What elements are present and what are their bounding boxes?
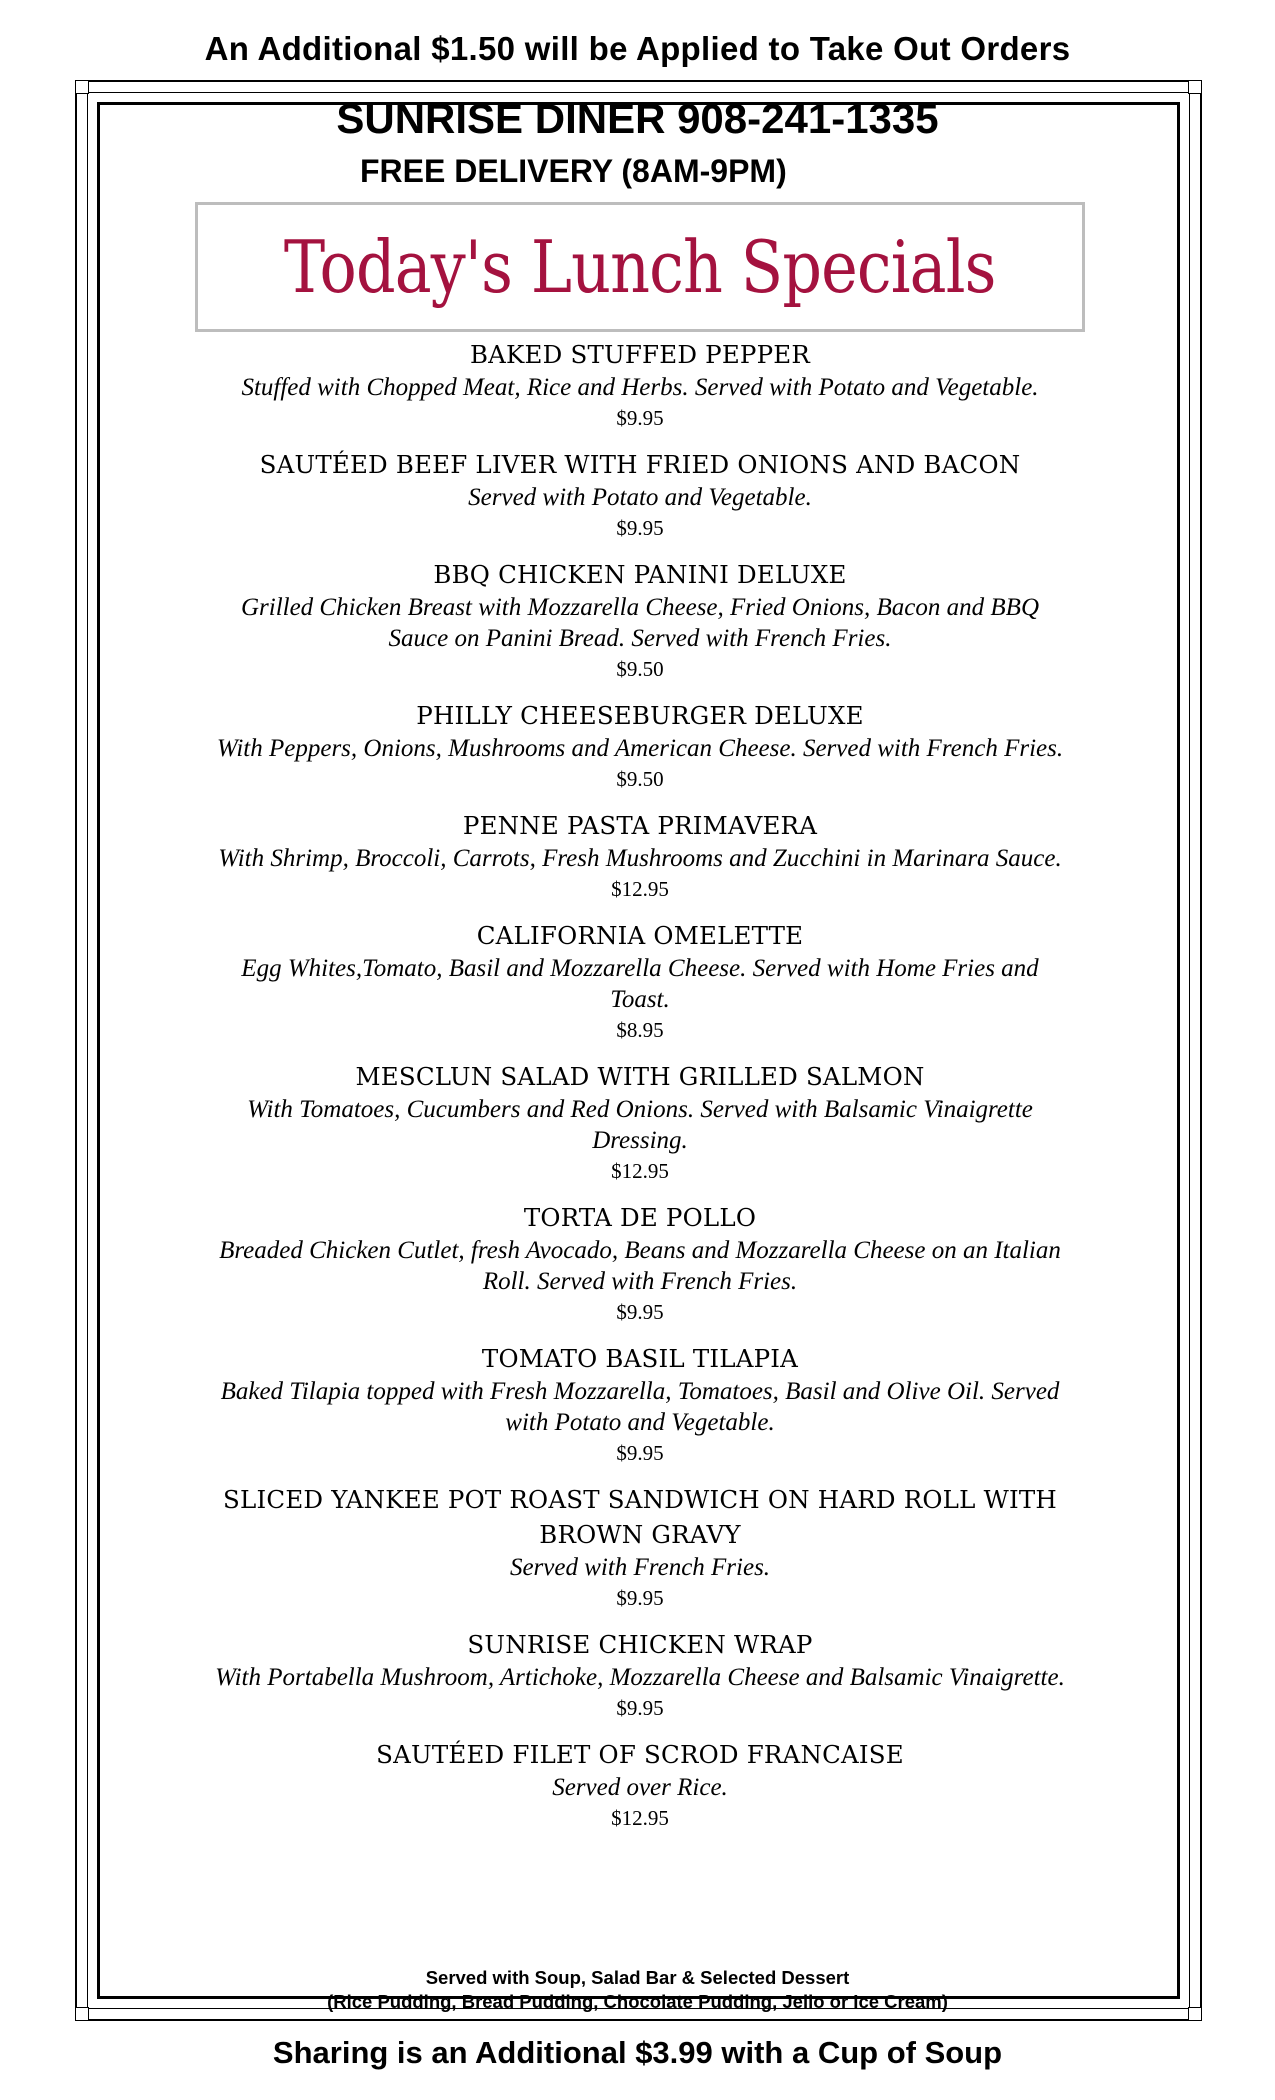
menu-item xyxy=(200,1200,1080,1328)
menu-item-description: Breaded Chicken Cutlet, fresh Avocado, Beans and Mozzarella Cheese on an Italian Roll. Served with French Fries. xyxy=(219,1237,1061,1295)
takeout-notice: An Additional $1.50 will be Applied to Take Out Orders xyxy=(204,30,1071,67)
menu-item-price: $9.50 xyxy=(616,767,664,791)
menu-item-name: CALIFORNIA OMELETTE xyxy=(476,921,804,950)
menu-item-description: Egg Whites,Tomato, Basil and Mozzarella Cheese. Served with Home Fries and Toast. xyxy=(241,955,1039,1013)
diner-name-phone: SUNRISE DINER 908-241-1335 xyxy=(336,95,939,142)
menu-item-price: $8.95 xyxy=(616,1018,664,1042)
menu-item-description: Baked Tilapia topped with Fresh Mozzarella, Tomatoes, Basil and Olive Oil. Served with Potato and Vegetable. xyxy=(220,1378,1060,1436)
frame-corner-notch xyxy=(1188,80,1202,94)
menu-item-description: Served with French Fries. xyxy=(509,1554,771,1581)
menu-item-price: $9.95 xyxy=(616,1300,664,1324)
dessert-options-line: (Rice Pudding, Bread Pudding, Chocolate Pudding, Jello or Ice Cream) xyxy=(327,1991,948,2012)
menu-item-description: With Tomatoes, Cucumbers and Red Onions. Served with Balsamic Vinaigrette Dressing. xyxy=(247,1096,1033,1154)
menu-item-name: BAKED STUFFED PEPPER xyxy=(469,340,811,369)
specials-title-box xyxy=(195,202,1085,332)
menu-item-name: SLICED YANKEE POT ROAST SANDWICH ON HARD ROLL WITH BROWN GRAVY xyxy=(223,1485,1057,1549)
menu-item-description: With Peppers, Onions, Mushrooms and American Cheese. Served with French Fries. xyxy=(216,735,1064,762)
menu-item-price: $9.95 xyxy=(616,1441,664,1465)
menu-item-description: With Shrimp, Broccoli, Carrots, Fresh Mushrooms and Zucchini in Marinara Sauce. xyxy=(218,845,1062,872)
menu-item-name: SUNRISE CHICKEN WRAP xyxy=(467,1630,813,1659)
menu-item-price: $9.95 xyxy=(616,1586,664,1610)
menu-item xyxy=(200,808,1080,905)
delivery-hours: FREE DELIVERY (8AM-9PM) xyxy=(360,153,787,189)
menu-item-description: Served over Rice. xyxy=(552,1774,728,1801)
menu-item-price: $9.95 xyxy=(616,516,664,540)
menu-item-price: $9.95 xyxy=(616,1696,664,1720)
menu-item xyxy=(200,918,1080,1046)
menu-item xyxy=(200,1482,1080,1614)
served-with-note xyxy=(0,1966,1275,2014)
menu-item-price: $9.50 xyxy=(616,657,664,681)
menu-item-price: $12.95 xyxy=(611,1806,669,1830)
served-with-line: Served with Soup, Salad Bar & Selected Dessert xyxy=(425,1967,850,1988)
menu-item-name: MESCLUN SALAD WITH GRILLED SALMON xyxy=(355,1062,925,1091)
menu-item-name: BBQ CHICKEN PANINI DELUXE xyxy=(433,560,847,589)
menu-item-description: Grilled Chicken Breast with Mozzarella Cheese, Fried Onions, Bacon and BBQ Sauce on Panini Bread. Served with French Fries. xyxy=(240,594,1040,652)
menu-item-description: Stuffed with Chopped Meat, Rice and Herbs. Served with Potato and Vegetable. xyxy=(241,374,1039,401)
menu-item-name: TORTA DE POLLO xyxy=(523,1203,757,1232)
menu-item-description: Served with Potato and Vegetable. xyxy=(468,484,812,511)
specials-list xyxy=(200,337,1080,1847)
menu-item-price: $9.95 xyxy=(616,406,664,430)
menu-item xyxy=(200,1059,1080,1187)
frame-corner-notch xyxy=(75,80,89,94)
menu-item-name: PENNE PASTA PRIMAVERA xyxy=(462,811,818,840)
menu-item-name: SAUTÉED BEEF LIVER WITH FRIED ONIONS AND BACON xyxy=(259,450,1021,479)
sharing-notice: Sharing is an Additional $3.99 with a Cup of Soup xyxy=(272,2035,1003,2070)
menu-item xyxy=(200,557,1080,685)
menu-item-name: TOMATO BASIL TILAPIA xyxy=(481,1344,799,1373)
menu-item-description: With Portabella Mushroom, Artichoke, Mozzarella Cheese and Balsamic Vinaigrette. xyxy=(215,1664,1065,1691)
menu-item-price: $12.95 xyxy=(611,877,669,901)
menu-item xyxy=(200,698,1080,795)
menu-item xyxy=(200,1341,1080,1469)
menu-item-name: PHILLY CHEESEBURGER DELUXE xyxy=(416,701,864,730)
menu-item xyxy=(200,447,1080,544)
menu-item-price: $12.95 xyxy=(611,1159,669,1183)
menu-item-name: SAUTÉED FILET OF SCROD FRANCAISE xyxy=(376,1740,904,1769)
menu-item xyxy=(200,337,1080,434)
specials-title: Today's Lunch Specials xyxy=(284,225,996,309)
menu-item xyxy=(200,1627,1080,1724)
menu-item xyxy=(200,1737,1080,1834)
